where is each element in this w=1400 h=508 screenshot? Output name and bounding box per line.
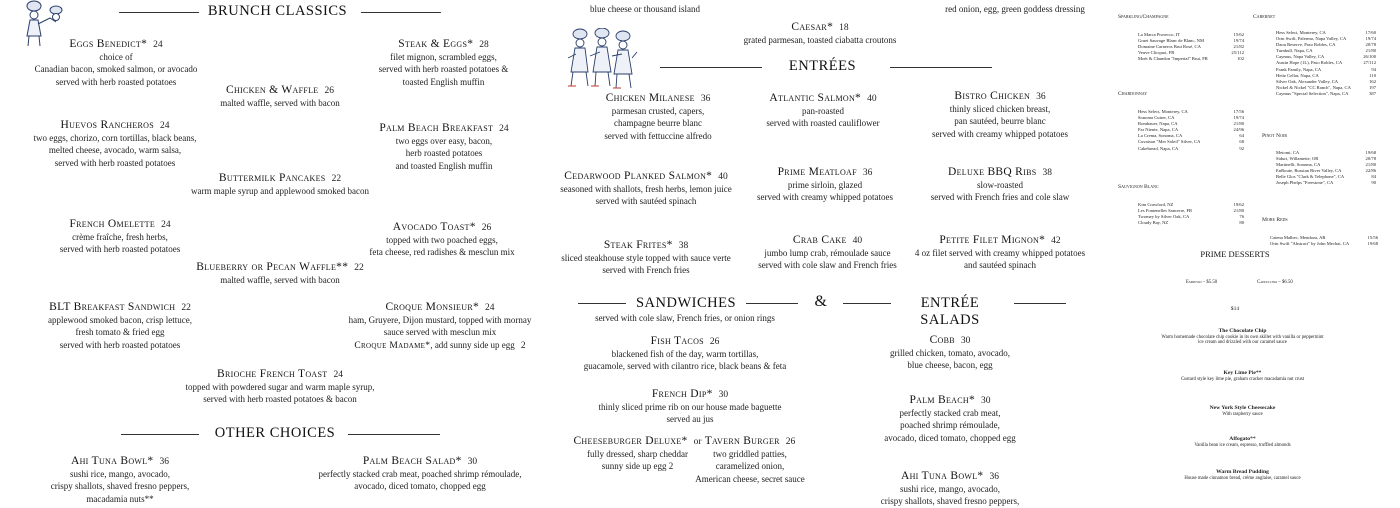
divider: [1014, 303, 1066, 304]
divider: [119, 12, 199, 13]
menu-item-cheeseburger-deluxe: Cheeseburger Deluxe* or fully dressed, sharp cheddar sunny side up egg 2: [573, 435, 702, 472]
menu-item-blt-breakfast-sandwich: BLT Breakfast Sandwich 22 applewood smoked bacon, crisp lettuce, fresh tomato & fried egg served with herb roasted potatoes: [48, 301, 192, 350]
espresso-price: Espresso – $5.50: [1186, 280, 1218, 285]
menu-item-fish-tacos: Fish Tacos 26 blackened fish of the day, warm tortillas, guacamole, served with cilantro rice, black beans & feta: [583, 335, 787, 372]
desserts-title: PRIME DESSERTS: [1200, 249, 1270, 259]
menu-item-bistro-chicken: Bistro Chicken 36 thinly sliced chicken breast, pan sautéed, beurre blanc served with creamy whipped potatoes: [932, 90, 1068, 139]
divider: [843, 303, 891, 304]
dessert-bread-pudding: Warm Bread Pudding House made cinnamon bread, crème anglaise, caramel sauce: [1184, 469, 1301, 481]
dessert-price: $14: [1230, 306, 1240, 312]
divider: [361, 12, 441, 13]
section-header-entrees: ENTRÉES: [788, 58, 857, 74]
menu-item-palm-beach-salad-right: Palm Beach* 30 perfectly stacked crab meat, poached shrimp rémoulade, avocado, diced tomato, chopped egg: [884, 394, 1016, 443]
menu-item-cobb: Cobb 30 grilled chicken, tomato, avocado, blue cheese, bacon, egg: [890, 334, 1010, 371]
sandwiches-subtitle: served with cole slaw, French fries, or onion rings: [595, 313, 775, 323]
wine-section-more-reds: More Reds: [1262, 217, 1288, 223]
menu-item-croque-monsieur: Croque Monsieur* 24 ham, Gruyere, Dijon mustard, topped with mornay sauce served with mesclun mix Croque Madame*, add sunny side up egg 2: [348, 301, 532, 351]
menu-item-french-omelette: French Omelette 24 crème fraîche, fresh herbs, served with herb roasted potatoes: [59, 218, 181, 255]
wine-section-chardonnay: Chardonnay: [1118, 91, 1148, 97]
menu-item-blueberry-pecan-waffle: Blueberry or Pecan Waffle** 22 malted waffle, served with bacon: [196, 261, 364, 286]
menu-item-ahi-tuna-bowl: Ahi Tuna Bowl* 36 sushi rice, mango, avocado, crispy shallots, shaved fresno peppers, macadamia nuts**: [50, 455, 190, 504]
menu-item-steak-frites: Steak Frites* 38 sliced steakhouse style topped with sauce verte served with French fries: [561, 239, 731, 276]
wine-list-chardonnay: Hess Select, Monterey, CA 17/56 Sonoma Cutrer, CA 19/74 Rombauer, Napa, CA 21/80 Far Niente, Napa, CA 24/96 La Crema, Sonoma, CA 64 Cuvaison "Mer Soleil" Silver, CA 68 Cakebread, Napa, CA 92: [1138, 109, 1244, 151]
section-header-entree-salads: ENTRÉE SALADS: [920, 295, 980, 328]
fragment-cobb-dressing: red onion, egg, green goddess dressing: [945, 4, 1085, 14]
divider: [121, 434, 199, 435]
section-header-other-choices: OTHER CHOICES: [214, 425, 336, 441]
ampersand: &: [814, 293, 828, 310]
divider: [890, 67, 992, 68]
wine-list-pinot-noir: Meiomi, CA 19/68 Siduri, Willamette, OR 20/78 Martinelli, Sonoma, CA 21/80 EnRoute, Russian River Valley, CA 22/86 Belle Glos "Clark & Telephone", CA 84 Joseph Phelps "Freestone", CA 90: [1276, 150, 1376, 186]
fragment-dressing: blue cheese or thousand island: [590, 4, 700, 14]
menu-item-caesar: Caesar* 18 grated parmesan, toasted ciabatta croutons: [743, 21, 897, 46]
menu-item-ahi-tuna-bowl-right: Ahi Tuna Bowl* 36 sushi rice, mango, avocado, crispy shallots, shaved fresno peppers,: [880, 470, 1020, 507]
menu-item-eggs-benedict: Eggs Benedict* 24 choice of Canadian bacon, smoked salmon, or avocado served with herb roasted potatoes: [34, 38, 198, 87]
menu-item-prime-meatloaf: Prime Meatloaf 36 prime sirloin, glazed served with creamy whipped potatoes: [757, 166, 893, 203]
menu-item-tavern-burger: Tavern Burger 26 two griddled patties, caramelized onion, American cheese, secret sauce: [695, 435, 805, 484]
menu-item-brioche-french-toast: Brioche French Toast 24 topped with powdered sugar and warm maple syrup, served with herb roasted potatoes & bacon: [185, 368, 375, 405]
menu-item-deluxe-bbq-ribs: Deluxe BBQ Ribs 38 slow-roasted served with French fries and cole slaw: [930, 166, 1070, 203]
menu-item-huevos-rancheros: Huevos Rancheros 24 two eggs, chorizo, corn tortillas, black beans, melted cheese, avocado, warm salsa, served with herb roasted potatoes: [33, 119, 197, 168]
menu-item-palm-beach-breakfast: Palm Beach Breakfast 24 two eggs over easy, bacon, herb roasted potatoes and toasted English muffin: [379, 122, 509, 171]
wine-list-cabernet: Hess Select, Monterey, CA 17/60 Orin Swift, Palermo, Napa Valley, CA 19/74 Daou Reserve, Paso Robles, CA 20/78 Turnbull, Napa, CA 21/80 Caymus, Napa Valley, CA 26/100 Austin Hope (1L), Paso Robles, CA 27/112 Frank Family, Napa, CA 94 Heitz Cellar, Napa, CA 110 Silver Oak, Alexander Valley, CA 162 Nickel & Nickel "CC Ranch", Napa, CA 197 Caymus "Special Selection", Napa, CA 387: [1276, 30, 1376, 96]
menu-item-cedarwood-salmon: Cedarwood Planked Salmon* 40 seasoned with shallots, fresh herbs, lemon juice served with sautéed spinach: [560, 170, 732, 207]
wine-section-sparkling: Sparkling/Champagne: [1118, 14, 1169, 20]
divider: [660, 67, 762, 68]
wine-list-more-reds: Catena Malbec, Mendoza, AR 15/56 Orin Swift "Abstract" by John Mechai, CA 19/68: [1270, 235, 1378, 247]
dessert-cheesecake: New York Style Cheesecake With raspberry sauce: [1209, 405, 1276, 417]
menu-item-french-dip: French Dip* 30 thinly sliced prime rib on our house made baguette served au jus: [598, 388, 782, 425]
section-header-sandwiches: SANDWICHES: [635, 295, 737, 311]
wine-list-sauvignon-blanc: Kim Crawford, NZ 19/62 Les Fontenelles Sancerre, FR 21/80 Twomey by Silver Oak, CA 76 Cloudy Bay, NZ 80: [1138, 202, 1244, 226]
divider: [578, 303, 626, 304]
divider: [746, 303, 798, 304]
wine-section-sauvignon-blanc: Sauvignon Blanc: [1118, 184, 1159, 190]
wine-section-cabernet: Cabernet: [1253, 14, 1276, 20]
menu-item-palm-beach-salad: Palm Beach Salad* 30 perfectly stacked crab meat, poached shrimp rémoulade, avocado, diced tomato, chopped egg: [318, 455, 522, 492]
menu-item-petite-filet-mignon: Petite Filet Mignon* 42 4 oz filet served with creamy whipped potatoes and sautéed spinach: [914, 234, 1086, 271]
menu-item-chicken-waffle: Chicken & Waffle 26 malted waffle, served with bacon: [220, 84, 340, 109]
menu-item-avocado-toast: Avocado Toast* 26 topped with two poached eggs, feta cheese, red radishes & mesclun mix: [369, 221, 515, 258]
wine-section-pinot-noir: Pinot Noir: [1262, 133, 1287, 139]
wine-list-sparkling: La Marca Prosecco, IT 15/62 Gruet Sauvage Blanc de Blanc, NM 19/74 Domaine Carneros Brut Rosé, CA 21/82 Veuve Clicquot, FR 25/112 Moët & Chandon "Imperial" Brut, FR 102: [1138, 32, 1244, 62]
menu-item-atlantic-salmon: Atlantic Salmon* 40 pan-roasted served with roasted cauliflower: [766, 92, 880, 129]
chefs-illustration: [566, 28, 638, 90]
dessert-affogato: Affogato** Vanilla bean ice cream, espresso, truffled almonds: [1194, 436, 1291, 448]
section-header-brunch-classics: BRUNCH CLASSICS: [207, 3, 348, 19]
menu-item-chicken-milanese: Chicken Milanese 36 parmesan crusted, capers, champagne beurre blanc served with fettuccine alfredo: [604, 92, 712, 141]
dessert-key-lime-pie: Key Lime Pie** Custard style key lime pie, graham cracker macadamia nut crust: [1180, 370, 1305, 382]
menu-item-crab-cake: Crab Cake 40 jumbo lump crab, rémoulade sauce served with cole slaw and French fries: [758, 234, 897, 271]
cappuccino-price: Cappuccino – $6.50: [1257, 280, 1293, 285]
divider: [348, 434, 440, 435]
dessert-chocolate-chip: The Chocolate Chip Warm homemade chocolate chip cookie in its own skillet with vanilla or peppermint ice cream and drizzled with our caramel sauce: [1161, 328, 1324, 346]
menu-item-steak-eggs: Steak & Eggs* 28 filet mignon, scrambled eggs, served with herb roasted potatoes & toasted English muffin: [378, 38, 509, 87]
menu-item-buttermilk-pancakes: Buttermilk Pancakes 22 warm maple syrup and applewood smoked bacon: [191, 172, 369, 197]
